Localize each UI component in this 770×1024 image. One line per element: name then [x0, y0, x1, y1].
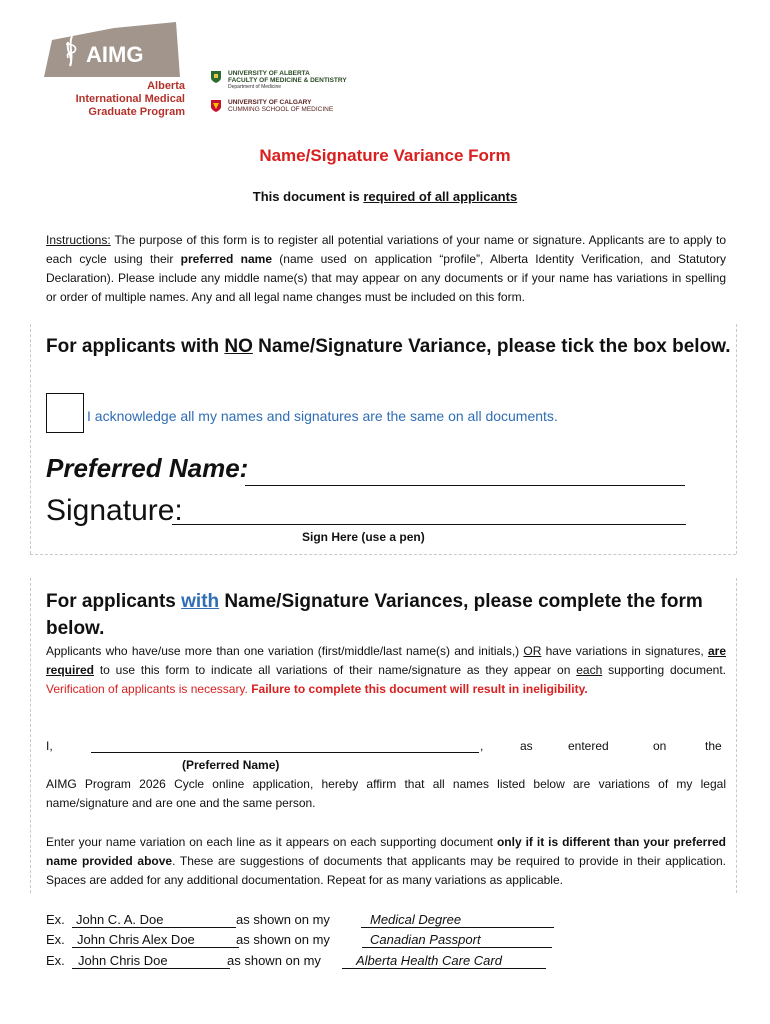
word-the: the: [705, 739, 722, 753]
signature-line[interactable]: [172, 524, 686, 525]
example-document: Alberta Health Care Card: [342, 953, 546, 969]
enter-variation-instructions: Enter your name variation on each line as it appears on each supporting document only if it is different than your preferred name provided above. These are suggestions of documents that applicants may be required to provide in their application. Spaces are added for any additional documentation. Repeat for as many variations as applicable.: [46, 835, 726, 887]
example-document: Canadian Passport: [362, 932, 552, 948]
example-name: John Chris Doe: [72, 953, 230, 969]
acknowledge-checkbox[interactable]: [46, 393, 84, 433]
variance-instructions: Applicants who have/use more than one variation (first/middle/last name(s) and initials,) OR have variations in signatures, are required to use this form to indicate all variations of their name/signature as they appear on each supporting document. Verification of applicants is necessary. Failure to complete this document will result in ineligibility.: [46, 644, 726, 696]
no-variance-heading: For applicants with NO Name/Signature Variance, please tick the box below.: [46, 336, 731, 357]
uofa-line-2: FACULTY OF MEDICINE & DENTISTRY: [228, 77, 347, 84]
word-on: on: [653, 739, 667, 753]
uofa-crest-icon: [210, 70, 222, 84]
section-border-bottom: [30, 554, 736, 555]
example-name: John C. A. Doe: [72, 912, 236, 928]
section-border-left: [30, 324, 31, 554]
comma: ,: [480, 739, 484, 753]
form-title: Name/Signature Variance Form: [259, 146, 511, 165]
example-document: Medical Degree: [361, 912, 554, 928]
affirm-name-line[interactable]: [91, 752, 479, 753]
signature-label: Signature:: [46, 494, 183, 527]
logo-line-1: Alberta: [147, 80, 185, 92]
uofc-line-2: CUMMING SCHOOL OF MEDICINE: [228, 106, 334, 113]
uofc-logo: [210, 99, 333, 113]
form-subtitle: This document is required of all applicants: [252, 189, 518, 204]
sign-here-caption: Sign Here (use a pen): [302, 530, 425, 544]
logo-banner-text: AIMG: [86, 42, 144, 67]
example-name: John Chris Alex Doe: [72, 932, 239, 948]
word-as: as: [520, 739, 533, 753]
acknowledge-text: I acknowledge all my names and signatures are the same on all documents.: [87, 408, 558, 424]
section2-border-right: [736, 578, 737, 893]
uofa-logo: [210, 70, 347, 91]
logo-line-2: International Medical: [75, 93, 185, 105]
aimg-logo: [44, 22, 184, 77]
logo-line-3: Graduate Program: [88, 106, 185, 118]
section-border-right: [736, 324, 737, 554]
affirm-statement: AIMG Program 2026 Cycle online application, hereby affirm that all names listed below are variations of my legal name/signature and are one and the same person.: [46, 777, 726, 810]
section2-border-left: [30, 578, 31, 893]
affirm-line: [46, 739, 726, 757]
logo-subtitle: [60, 80, 185, 119]
word-entered: entered: [568, 739, 609, 753]
with-variance-heading: For applicants with Name/Signature Variances, please complete the form below.: [46, 591, 703, 639]
preferred-name-label: Preferred Name:: [46, 453, 249, 483]
preferred-name-line[interactable]: [245, 485, 685, 486]
uofc-crest-icon: [210, 99, 222, 113]
i-label: I,: [46, 739, 53, 753]
instructions: Instructions: The purpose of this form is to register all potential variations of your name or signature. Applicants are to apply to each cycle using their preferred name (name used on application “profile”, Alberta Identity Verification, and Statutory Declaration). Please include any middle name(s) that may appear on any documents or if your name has variations in spelling or order of multiple names. Any and all legal name changes must be included on this form.: [46, 233, 727, 304]
uofa-line-3: Department of Medicine: [228, 84, 282, 90]
uofc-line-1: UNIVERSITY OF CALGARY: [228, 99, 312, 106]
uofa-line-1: UNIVERSITY OF ALBERTA: [228, 70, 310, 77]
preferred-name-caption: (Preferred Name): [182, 758, 280, 772]
